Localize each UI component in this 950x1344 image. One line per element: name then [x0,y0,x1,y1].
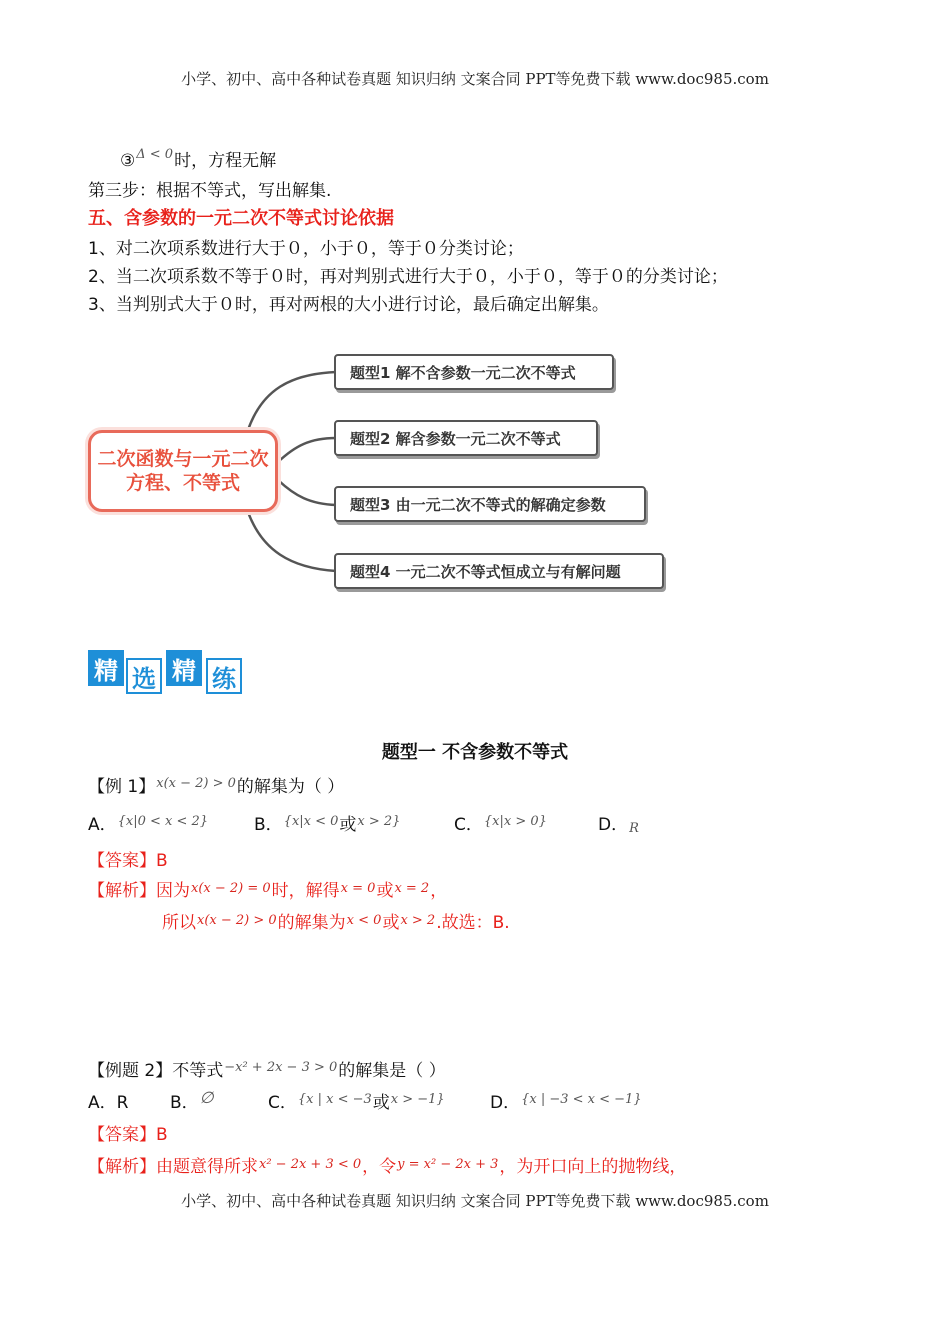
example1-text: 的解集为（ ） [236,777,345,797]
option-b-math-2: x > 2} [357,814,401,829]
example2-math: −x² + 2x − 3 > 0 [224,1060,338,1075]
option-c-label: C． [268,1093,297,1113]
option-b-label: B． [254,815,283,835]
option-d-math: R [629,821,639,836]
example1-analysis-line1 [88,876,447,901]
answer-value: B [156,851,168,871]
delta-condition: Δ < 0 [136,147,174,162]
page-footer: 小学、初中、高中各种试卷真题 知识归纳 文案合同 PPT等免费下载 www.doc985.com [181,1192,769,1210]
mindmap-branch-1: 题型1 解不含参数一元二次不等式 [334,354,614,390]
option-a-math: {x|0 < x < 2} [117,814,209,829]
step3-text: 第三步：根据不等式，写出解集. [88,181,332,201]
example1-answer [88,846,168,871]
analysis-text: .故选：B. [436,913,510,933]
option-c-math-2: x > −1} [390,1092,445,1107]
analysis-text: ，令 [362,1157,397,1177]
circled-three: ③ [120,151,136,171]
mindmap-branch-4: 题型4 一元二次不等式恒成立与有解问题 [334,553,664,589]
example2-answer [88,1120,168,1145]
mindmap-branch-2: 题型2 解含参数一元二次不等式 [334,420,598,456]
answer-label: 【答案】 [88,851,156,871]
section5-item-2: 2、当二次项系数不等于０时，再对判别式进行大于０，小于０，等于０的分类讨论； [88,267,728,287]
analysis-math: x = 0 [340,881,376,896]
option-d-math: {x | −3 < x < −1} [521,1092,642,1107]
example1-option-b [254,810,401,835]
example2-label: 【例题 2】 [88,1061,173,1081]
analysis-text: 或 [382,913,400,933]
example2-text1: 不等式 [172,1061,224,1081]
option-c-label: C． [454,815,483,835]
banner-char-2: 选 [126,658,162,694]
analysis-math: x < 0 [346,913,382,928]
page-header: 小学、初中、高中各种试卷真题 知识归纳 文案合同 PPT等免费下载 www.doc985.com [181,70,769,88]
example2-option-a: A．R [88,1093,129,1113]
option-b-math-1: {x|x < 0 [283,814,339,829]
analysis-text: ，为开口向上的抛物线， [499,1157,687,1177]
example2-analysis [88,1152,686,1177]
option-b-or: 或 [339,815,357,835]
example1-label: 【例 1】 [88,777,156,797]
analysis-math: y = x² − 2x + 3 [397,1157,499,1172]
option-b-label: B． [170,1093,199,1113]
analysis-text: 或 [376,881,394,901]
analysis-math: x = 2 [394,881,430,896]
example1-math: x(x − 2) > 0 [156,776,236,791]
analysis-text: 时，解得 [271,881,340,901]
section5-item-3: 3、当判别式大于０时，再对两根的大小进行讨论，最后确定出解集。 [88,295,609,315]
section5-item-1: 1、对二次项系数进行大于０，小于０，等于０分类讨论； [88,239,524,259]
no-solution-text: 时，方程无解 [174,151,277,171]
analysis-text: 由题意得所求 [156,1157,258,1177]
analysis-text: 的解集为 [277,913,346,933]
analysis-label: 【解析】 [88,1157,156,1177]
answer-label: 【答案】 [88,1125,156,1145]
analysis-label: 【解析】 [88,881,156,901]
option-b-math: ∅ [199,1088,214,1107]
analysis-math: x² − 2x + 3 < 0 [259,1157,362,1172]
example2-option-b [170,1088,215,1113]
analysis-math: x > 2 [400,913,436,928]
option-a-label: A． [88,815,117,835]
banner-char-4: 练 [206,658,242,694]
example1-option-c [454,810,548,835]
analysis-text: ， [430,881,448,901]
banner-char-1: 精 [88,650,124,686]
banner-char-3: 精 [166,650,202,686]
option-d-label: D． [598,815,629,835]
example1-option-a [88,810,209,835]
example1-analysis-line2 [162,908,510,933]
answer-value: B [156,1125,168,1145]
example2-option-c [268,1088,446,1113]
option-c-or: 或 [372,1093,390,1113]
analysis-text: 因为 [156,881,190,901]
example2-text2: 的解集是（ ） [338,1061,446,1081]
example1-question [88,772,344,797]
option-c-math-1: {x | x < −3 [297,1092,372,1107]
example2-question [88,1056,446,1081]
mindmap-branch-3: 题型3 由一元二次不等式的解确定参数 [334,486,646,522]
analysis-math: x(x − 2) = 0 [191,881,271,896]
option-c-math: {x|x > 0} [483,814,547,829]
analysis-text: 所以 [162,913,196,933]
mindmap-center-node: 二次函数与一元二次方程、不等式 [88,430,278,512]
section5-heading: 五、含参数的一元二次不等式讨论依据 [88,208,394,229]
type1-title: 题型一 不含参数不等式 [381,742,569,763]
analysis-math: x(x − 2) > 0 [197,913,277,928]
example2-option-d [490,1088,643,1113]
option-d-label: D． [490,1093,521,1113]
example1-option-d [598,810,640,835]
